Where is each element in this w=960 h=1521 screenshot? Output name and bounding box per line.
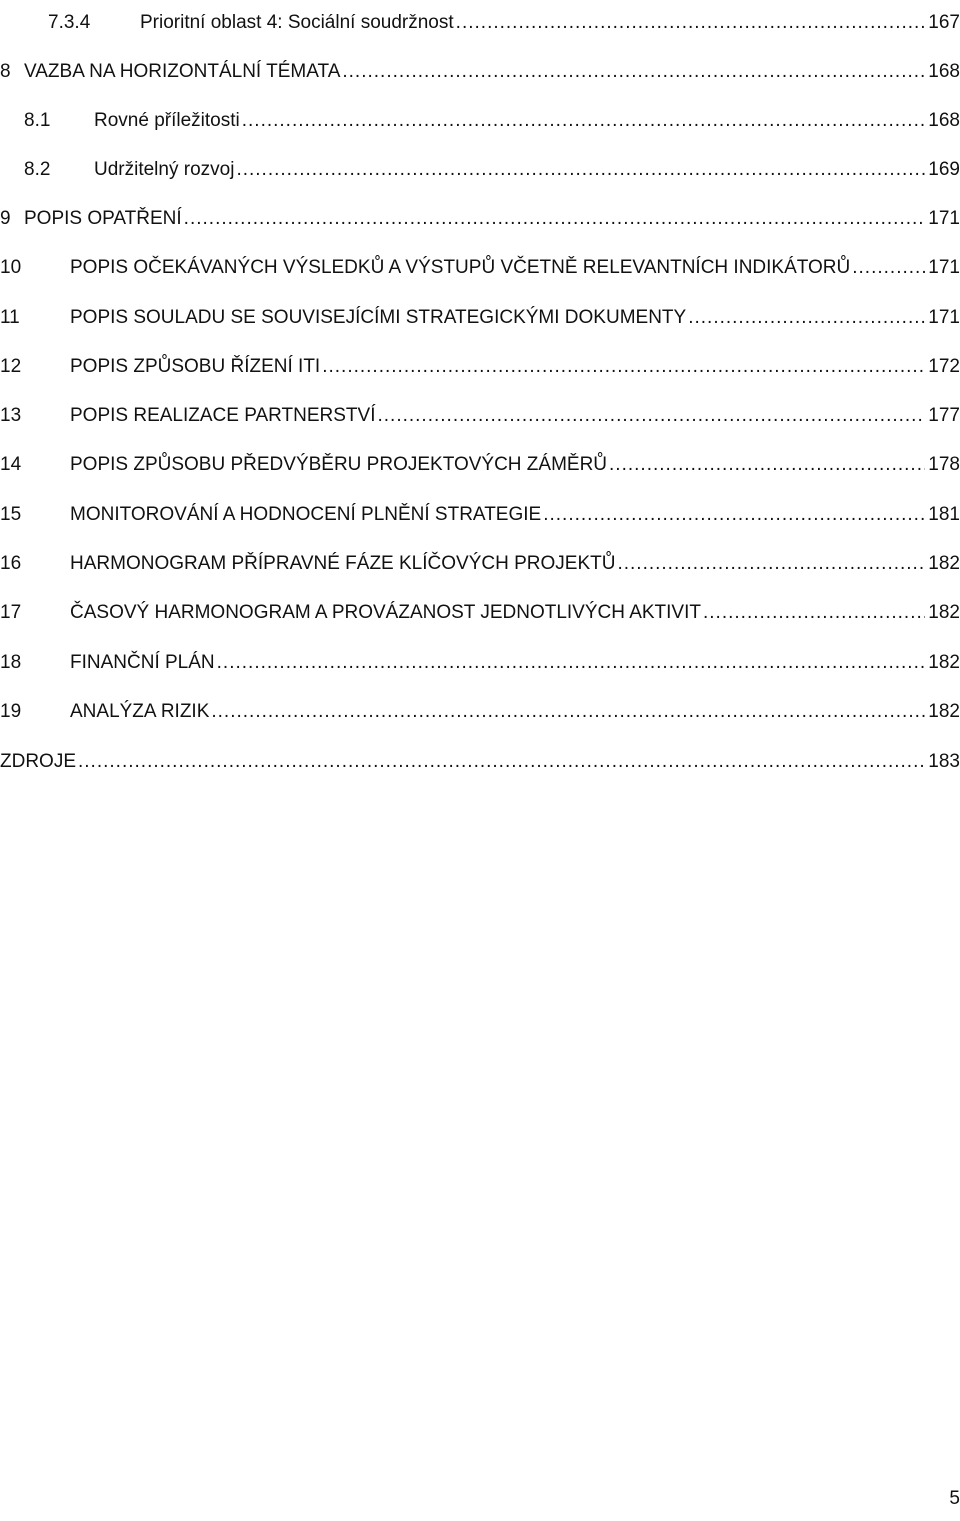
toc-leader-dots xyxy=(543,504,925,526)
toc-entry[interactable] xyxy=(0,640,960,674)
toc-entry-title: Rovné příležitosti xyxy=(94,110,240,131)
toc-entry-number: 13 xyxy=(0,405,22,426)
toc-entry[interactable] xyxy=(0,739,960,773)
toc-entry[interactable] xyxy=(0,147,960,181)
toc-entry[interactable] xyxy=(0,442,960,476)
toc-entry[interactable] xyxy=(0,245,960,279)
toc-leader-dots xyxy=(78,751,925,773)
toc-entry-page: 181 xyxy=(928,504,960,525)
toc-leader-dots xyxy=(852,257,925,279)
toc-entry-page: 167 xyxy=(928,12,960,33)
toc-leader-dots xyxy=(217,652,926,674)
toc-entry-number: 18 xyxy=(0,652,22,673)
toc-leader-dots xyxy=(242,110,926,132)
toc-entry-title: Udržitelný rozvoj xyxy=(94,159,235,180)
toc-entry-page: 168 xyxy=(928,110,960,131)
toc-entry[interactable] xyxy=(0,590,960,624)
toc-entry-title: ZDROJE xyxy=(0,751,76,772)
toc-entry-number: 7.3.4 xyxy=(48,12,91,33)
toc-entry-number: 16 xyxy=(0,553,22,574)
toc-entry-number: 17 xyxy=(0,602,22,623)
toc-leader-dots xyxy=(184,208,926,230)
toc-entry-title: VAZBA NA HORIZONTÁLNÍ TÉMATA xyxy=(24,61,341,82)
toc-entry-number: 12 xyxy=(0,356,22,377)
toc-entry-page: 177 xyxy=(928,405,960,426)
toc-entry[interactable] xyxy=(0,689,960,723)
toc-entry-page: 182 xyxy=(928,701,960,722)
toc-entry-page: 182 xyxy=(928,652,960,673)
toc-entry[interactable] xyxy=(0,196,960,230)
toc-entry[interactable] xyxy=(0,49,960,83)
toc-entry[interactable] xyxy=(0,0,960,34)
toc-entry-title: ANALÝZA RIZIK xyxy=(70,701,210,722)
toc-leader-dots xyxy=(617,553,925,575)
toc-entry-page: 172 xyxy=(928,356,960,377)
toc-leader-dots xyxy=(688,307,925,329)
toc-entry-number: 8.2 xyxy=(24,159,51,180)
toc-entry[interactable] xyxy=(0,98,960,132)
toc-entry-title: Prioritní oblast 4: Sociální soudržnost xyxy=(140,12,454,33)
toc-entry-title: FINANČNÍ PLÁN xyxy=(70,652,215,673)
toc-leader-dots xyxy=(236,159,925,181)
toc-entry[interactable] xyxy=(0,295,960,329)
toc-entry-page: 183 xyxy=(928,751,960,772)
toc-entry[interactable] xyxy=(0,541,960,575)
toc-entry-title: POPIS OČEKÁVANÝCH VÝSLEDKŮ A VÝSTUPŮ VČETNĚ RELEVANTNÍCH INDIKÁTORŮ xyxy=(70,257,851,278)
toc-entry-number: 19 xyxy=(0,701,22,722)
toc-entry-title: HARMONOGRAM PŘÍPRAVNÉ FÁZE KLÍČOVÝCH PROJEKTŮ xyxy=(70,553,616,574)
toc-entry-page: 169 xyxy=(928,159,960,180)
toc-entry-page: 171 xyxy=(928,208,960,229)
toc-entry[interactable] xyxy=(0,393,960,427)
toc-leader-dots xyxy=(377,405,925,427)
toc-leader-dots xyxy=(609,454,925,476)
toc-leader-dots xyxy=(211,701,925,723)
toc-entry-page: 182 xyxy=(928,553,960,574)
toc-entry-title: ČASOVÝ HARMONOGRAM A PROVÁZANOST JEDNOTLIVÝCH AKTIVIT xyxy=(70,602,701,623)
toc-entry-title: POPIS REALIZACE PARTNERSTVÍ xyxy=(70,405,376,426)
toc-entry-title: POPIS SOULADU SE SOUVISEJÍCÍMI STRATEGICKÝMI DOKUMENTY xyxy=(70,307,687,328)
toc-entry-number: 8.1 xyxy=(24,110,51,131)
toc-leader-dots xyxy=(322,356,925,378)
toc-entry-number: 11 xyxy=(0,307,20,328)
toc-entry-page: 171 xyxy=(928,257,960,278)
page-number: 5 xyxy=(949,1488,960,1509)
toc-entry-title: POPIS OPATŘENÍ xyxy=(24,208,182,229)
toc-entry-number: 8 xyxy=(0,61,11,82)
toc-entry-number: 10 xyxy=(0,257,22,278)
toc-entry-title: POPIS ZPŮSOBU ŘÍZENÍ ITI xyxy=(70,356,321,377)
toc-entry-number: 9 xyxy=(0,208,11,229)
toc-entry-page: 171 xyxy=(928,307,960,328)
toc-leader-dots xyxy=(456,12,926,34)
toc-entry-title: MONITOROVÁNÍ A HODNOCENÍ PLNĚNÍ STRATEGIE xyxy=(70,504,542,525)
toc-entry-number: 14 xyxy=(0,454,22,475)
toc-entry-page: 182 xyxy=(928,602,960,623)
toc-leader-dots xyxy=(703,602,925,624)
toc-entry-number: 15 xyxy=(0,504,22,525)
toc-entry-page: 168 xyxy=(928,61,960,82)
toc-entry-page: 178 xyxy=(928,454,960,475)
toc-entry[interactable] xyxy=(0,344,960,378)
toc-leader-dots xyxy=(342,61,925,83)
toc-entry[interactable] xyxy=(0,492,960,526)
toc-entry-title: POPIS ZPŮSOBU PŘEDVÝBĚRU PROJEKTOVÝCH ZÁMĚRŮ xyxy=(70,454,608,475)
